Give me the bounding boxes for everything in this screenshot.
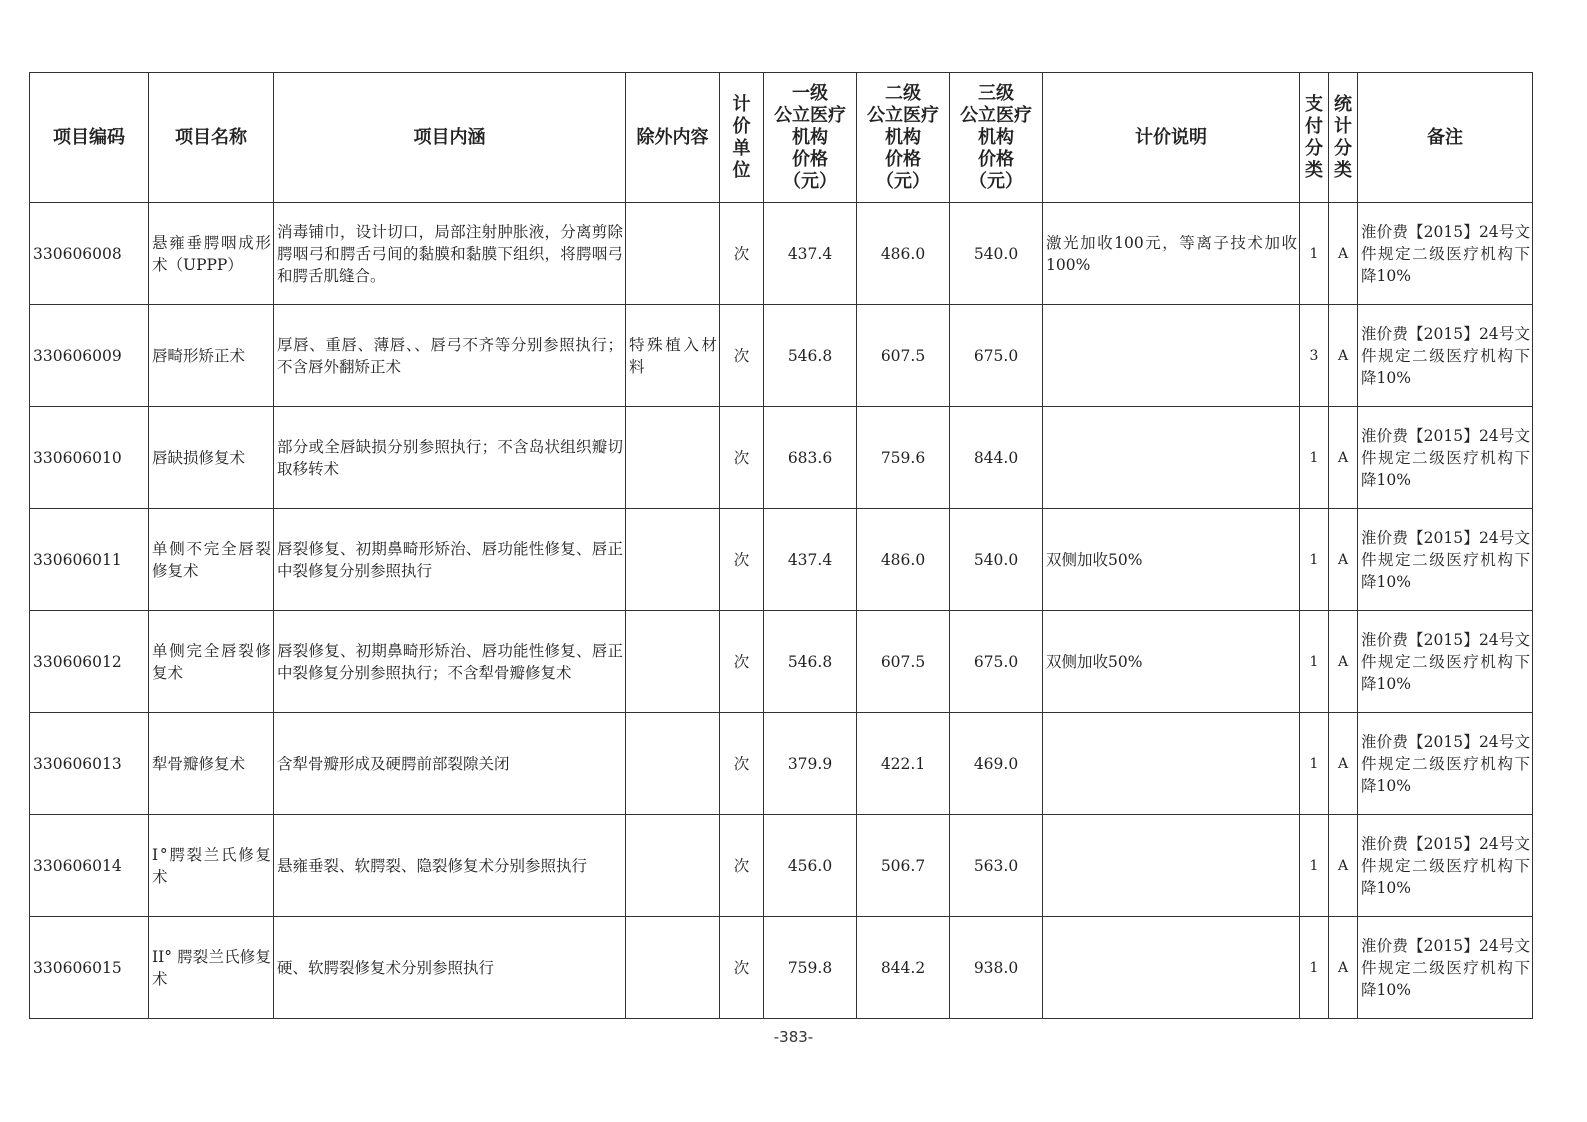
cell-exclusions	[626, 917, 720, 1019]
cell-payment-category: 1	[1300, 509, 1329, 611]
cell-statistics-category: A	[1329, 611, 1358, 713]
cell-statistics-category: A	[1329, 815, 1358, 917]
cell-price-level1: 437.4	[764, 203, 857, 305]
cell-price-level1: 683.6	[764, 407, 857, 509]
header-line: 价格	[885, 148, 921, 170]
cell-price-level2: 422.1	[857, 713, 950, 815]
table-row	[30, 203, 1533, 305]
table-row	[30, 713, 1533, 815]
cell-name: 悬雍垂腭咽成形术（UPPP）	[149, 203, 274, 305]
cell-price-level1: 759.8	[764, 917, 857, 1019]
table-row	[30, 407, 1533, 509]
cell-price-level1: 546.8	[764, 611, 857, 713]
header-line: 公立医疗	[960, 104, 1032, 126]
cell-price-level2: 607.5	[857, 305, 950, 407]
cell-price-level3: 540.0	[950, 509, 1043, 611]
header-line: 机构	[978, 126, 1014, 148]
header-statistics-category	[1329, 73, 1358, 203]
cell-code: 330606011	[30, 509, 149, 611]
header-name: 项目名称	[149, 73, 274, 203]
cell-unit: 次	[720, 305, 764, 407]
cell-price-level3: 675.0	[950, 611, 1043, 713]
cell-code: 330606010	[30, 407, 149, 509]
cell-price-level1: 437.4	[764, 509, 857, 611]
cell-code: 330606008	[30, 203, 149, 305]
header-line: 付	[1305, 115, 1323, 137]
cell-payment-category: 3	[1300, 305, 1329, 407]
cell-pricing-note	[1043, 815, 1300, 917]
cell-statistics-category: A	[1329, 509, 1358, 611]
header-line: 分	[1334, 137, 1352, 159]
header-exclusions: 除外内容	[626, 73, 720, 203]
table-row	[30, 917, 1533, 1019]
cell-exclusions	[626, 611, 720, 713]
cell-price-level2: 486.0	[857, 203, 950, 305]
cell-payment-category: 1	[1300, 203, 1329, 305]
header-line: 价格	[792, 148, 828, 170]
header-row	[30, 73, 1533, 203]
cell-statistics-category: A	[1329, 917, 1358, 1019]
table-row	[30, 611, 1533, 713]
cell-remarks: 淮价费【2015】24号文件规定二级医疗机构下降10%	[1358, 509, 1533, 611]
header-line: 价	[732, 115, 751, 137]
header-line: 支	[1305, 93, 1323, 115]
header-line: 计	[732, 93, 751, 115]
cell-unit: 次	[720, 203, 764, 305]
cell-price-level1: 379.9	[764, 713, 857, 815]
cell-exclusions	[626, 815, 720, 917]
header-line: 计	[1334, 115, 1352, 137]
cell-pricing-note	[1043, 305, 1300, 407]
cell-content: 悬雍垂裂、软腭裂、隐裂修复术分别参照执行	[274, 815, 626, 917]
cell-price-level2: 759.6	[857, 407, 950, 509]
cell-price-level2: 844.2	[857, 917, 950, 1019]
cell-remarks: 淮价费【2015】24号文件规定二级医疗机构下降10%	[1358, 305, 1533, 407]
cell-code: 330606015	[30, 917, 149, 1019]
cell-price-level3: 563.0	[950, 815, 1043, 917]
cell-pricing-note: 双侧加收50%	[1043, 509, 1300, 611]
header-line: （元）	[969, 170, 1023, 192]
cell-remarks: 淮价费【2015】24号文件规定二级医疗机构下降10%	[1358, 203, 1533, 305]
cell-remarks: 淮价费【2015】24号文件规定二级医疗机构下降10%	[1358, 815, 1533, 917]
header-line: （元）	[876, 170, 930, 192]
header-line: 机构	[792, 126, 828, 148]
cell-pricing-note: 双侧加收50%	[1043, 611, 1300, 713]
header-line: 一级	[792, 82, 828, 104]
cell-pricing-note	[1043, 917, 1300, 1019]
cell-price-level2: 506.7	[857, 815, 950, 917]
cell-content: 硬、软腭裂修复术分别参照执行	[274, 917, 626, 1019]
cell-content: 唇裂修复、初期鼻畸形矫治、唇功能性修复、唇正中裂修复分别参照执行	[274, 509, 626, 611]
cell-price-level2: 486.0	[857, 509, 950, 611]
header-line: 价格	[978, 148, 1014, 170]
header-level3-price	[950, 73, 1043, 203]
cell-unit: 次	[720, 509, 764, 611]
cell-exclusions: 特殊植入材料	[626, 305, 720, 407]
cell-pricing-note: 激光加收100元，等离子技术加收100%	[1043, 203, 1300, 305]
cell-content: 消毒铺巾，设计切口，局部注射肿胀液，分离剪除腭咽弓和腭舌弓间的黏膜和黏膜下组织，将腭咽弓和腭舌肌缝合。	[274, 203, 626, 305]
cell-code: 330606012	[30, 611, 149, 713]
header-line: 单	[732, 137, 751, 159]
cell-code: 330606013	[30, 713, 149, 815]
cell-statistics-category: A	[1329, 305, 1358, 407]
cell-code: 330606014	[30, 815, 149, 917]
cell-statistics-category: A	[1329, 713, 1358, 815]
cell-payment-category: 1	[1300, 713, 1329, 815]
cell-name: 犁骨瓣修复术	[149, 713, 274, 815]
cell-payment-category: 1	[1300, 407, 1329, 509]
cell-unit: 次	[720, 815, 764, 917]
cell-pricing-note	[1043, 713, 1300, 815]
cell-unit: 次	[720, 713, 764, 815]
header-line: 机构	[885, 126, 921, 148]
cell-name: 唇缺损修复术	[149, 407, 274, 509]
cell-content: 部分或全唇缺损分别参照执行；不含岛状组织瓣切取移转术	[274, 407, 626, 509]
cell-unit: 次	[720, 407, 764, 509]
header-line: 分	[1305, 137, 1323, 159]
page-number: -383-	[773, 1028, 814, 1046]
cell-exclusions	[626, 509, 720, 611]
cell-unit: 次	[720, 611, 764, 713]
cell-payment-category: 1	[1300, 917, 1329, 1019]
header-line: 二级	[885, 82, 921, 104]
cell-price-level3: 540.0	[950, 203, 1043, 305]
header-level2-price	[857, 73, 950, 203]
cell-content: 厚唇、重唇、薄唇、、唇弓不齐等分别参照执行；不含唇外翻矫正术	[274, 305, 626, 407]
cell-unit: 次	[720, 917, 764, 1019]
cell-name: II° 腭裂兰氏修复术	[149, 917, 274, 1019]
cell-name: 唇畸形矫正术	[149, 305, 274, 407]
cell-name: 单侧不完全唇裂修复术	[149, 509, 274, 611]
cell-remarks: 淮价费【2015】24号文件规定二级医疗机构下降10%	[1358, 917, 1533, 1019]
header-line: 公立医疗	[774, 104, 846, 126]
cell-code: 330606009	[30, 305, 149, 407]
cell-payment-category: 1	[1300, 611, 1329, 713]
cell-exclusions	[626, 407, 720, 509]
cell-price-level3: 844.0	[950, 407, 1043, 509]
cell-name: Ⅰ°腭裂兰氏修复术	[149, 815, 274, 917]
cell-statistics-category: A	[1329, 407, 1358, 509]
cell-price-level3: 675.0	[950, 305, 1043, 407]
header-pricing-note: 计价说明	[1043, 73, 1300, 203]
header-unit	[720, 73, 764, 203]
cell-remarks: 淮价费【2015】24号文件规定二级医疗机构下降10%	[1358, 611, 1533, 713]
table-row	[30, 509, 1533, 611]
cell-price-level1: 546.8	[764, 305, 857, 407]
header-content: 项目内涵	[274, 73, 626, 203]
header-line: 类	[1334, 159, 1352, 181]
header-line: 统	[1334, 93, 1352, 115]
header-line: 位	[732, 159, 751, 181]
price-table	[29, 72, 1533, 1019]
cell-price-level2: 607.5	[857, 611, 950, 713]
cell-payment-category: 1	[1300, 815, 1329, 917]
header-line: 三级	[978, 82, 1014, 104]
cell-name: 单侧完全唇裂修复术	[149, 611, 274, 713]
cell-pricing-note	[1043, 407, 1300, 509]
cell-exclusions	[626, 203, 720, 305]
header-code: 项目编码	[30, 73, 149, 203]
cell-content: 唇裂修复、初期鼻畸形矫治、唇功能性修复、唇正中裂修复分别参照执行；不含犁骨瓣修复术	[274, 611, 626, 713]
cell-exclusions	[626, 713, 720, 815]
cell-price-level3: 469.0	[950, 713, 1043, 815]
header-line: 类	[1305, 159, 1323, 181]
cell-content: 含犁骨瓣形成及硬腭前部裂隙关闭	[274, 713, 626, 815]
header-remarks: 备注	[1358, 73, 1533, 203]
table-row	[30, 305, 1533, 407]
cell-statistics-category: A	[1329, 203, 1358, 305]
header-payment-category	[1300, 73, 1329, 203]
cell-remarks: 淮价费【2015】24号文件规定二级医疗机构下降10%	[1358, 407, 1533, 509]
cell-remarks: 淮价费【2015】24号文件规定二级医疗机构下降10%	[1358, 713, 1533, 815]
cell-price-level1: 456.0	[764, 815, 857, 917]
header-line: 公立医疗	[867, 104, 939, 126]
header-level1-price	[764, 73, 857, 203]
header-line: （元）	[783, 170, 837, 192]
cell-price-level3: 938.0	[950, 917, 1043, 1019]
table-row	[30, 815, 1533, 917]
